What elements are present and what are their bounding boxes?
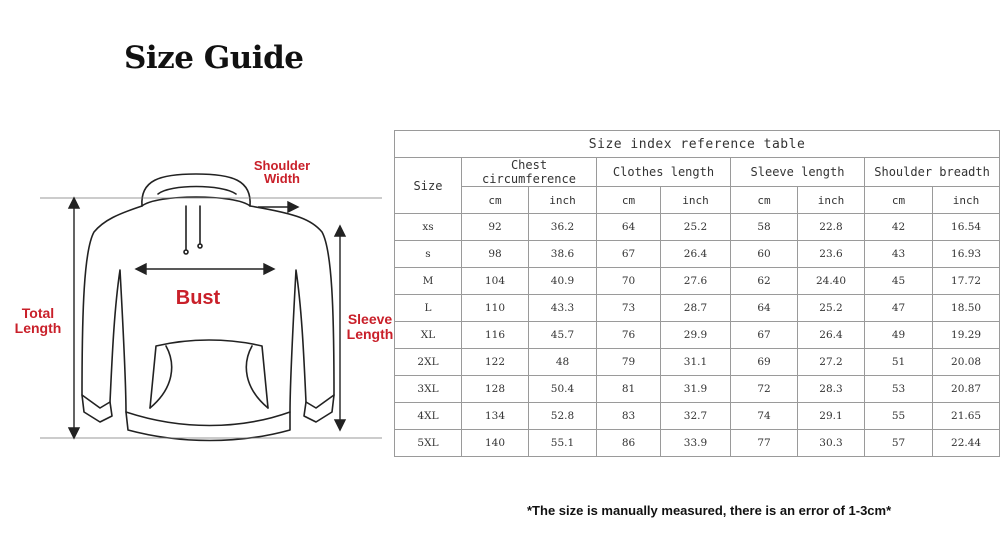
table-cell: 30.3	[798, 430, 865, 457]
table-cell: 24.40	[798, 268, 865, 295]
table-cell: 48	[529, 349, 597, 376]
table-cell: 16.54	[933, 214, 1000, 241]
unit-header: cm	[865, 187, 933, 214]
table-cell: 25.2	[661, 214, 731, 241]
table-cell: 122	[462, 349, 529, 376]
table-cell: 52.8	[529, 403, 597, 430]
table-cell: 31.9	[661, 376, 731, 403]
unit-header: inch	[798, 187, 865, 214]
total-length-label-line2: Length	[14, 320, 62, 336]
table-cell: 116	[462, 322, 529, 349]
table-cell: 60	[731, 241, 798, 268]
table-cell: 57	[865, 430, 933, 457]
table-row	[395, 376, 1000, 403]
table-cell: 23.6	[798, 241, 865, 268]
table-cell: 50.4	[529, 376, 597, 403]
table-cell: 67	[597, 241, 661, 268]
table-cell: 38.6	[529, 241, 597, 268]
table-cell: 79	[597, 349, 661, 376]
table-cell: 67	[731, 322, 798, 349]
clothes-length-header: Clothes length	[597, 158, 731, 187]
table-cell: 140	[462, 430, 529, 457]
table-cell: 49	[865, 322, 933, 349]
table-cell: 31.1	[661, 349, 731, 376]
table-cell: 25.2	[798, 295, 865, 322]
size-cell: 3XL	[395, 376, 462, 403]
shoulder-breadth-header: Shoulder breadth	[865, 158, 1000, 187]
unit-header: inch	[661, 187, 731, 214]
table-cell: 69	[731, 349, 798, 376]
measurement-note: *The size is manually measured, there is an error of 1-3cm*	[527, 503, 892, 518]
table-cell: 40.9	[529, 268, 597, 295]
table-cell: 28.7	[661, 295, 731, 322]
shoulder-width-label-line2: Width	[264, 171, 300, 186]
size-cell: L	[395, 295, 462, 322]
shoulder-width-label-line1: Shoulder	[253, 158, 311, 173]
table-cell: 70	[597, 268, 661, 295]
unit-header: inch	[933, 187, 1000, 214]
table-cell: 43	[865, 241, 933, 268]
table-cell: 26.4	[798, 322, 865, 349]
table-cell: 62	[731, 268, 798, 295]
table-cell: 42	[865, 214, 933, 241]
unit-header: cm	[462, 187, 529, 214]
table-cell: 45.7	[529, 322, 597, 349]
size-cell: 4XL	[395, 403, 462, 430]
table-cell: 22.8	[798, 214, 865, 241]
table-cell: 110	[462, 295, 529, 322]
size-table-body	[395, 214, 1000, 457]
unit-header: inch	[529, 187, 597, 214]
table-cell: 83	[597, 403, 661, 430]
table-row	[395, 295, 1000, 322]
table-cell: 17.72	[933, 268, 1000, 295]
table-cell: 20.87	[933, 376, 1000, 403]
table-cell: 74	[731, 403, 798, 430]
table-cell: 128	[462, 376, 529, 403]
table-cell: 104	[462, 268, 529, 295]
table-row	[395, 268, 1000, 295]
table-cell: 76	[597, 322, 661, 349]
table-cell: 55	[865, 403, 933, 430]
sleeve-length-label-line1: Sleeve	[347, 311, 393, 327]
table-row	[395, 241, 1000, 268]
table-cell: 21.65	[933, 403, 1000, 430]
table-cell: 72	[731, 376, 798, 403]
table-row	[395, 403, 1000, 430]
size-cell: XL	[395, 322, 462, 349]
unit-header: cm	[731, 187, 798, 214]
size-column-header: Size	[395, 158, 462, 214]
size-cell: M	[395, 268, 462, 295]
table-row	[395, 214, 1000, 241]
table-cell: 20.08	[933, 349, 1000, 376]
table-cell: 43.3	[529, 295, 597, 322]
table-cell: 16.93	[933, 241, 1000, 268]
table-cell: 134	[462, 403, 529, 430]
table-cell: 32.7	[661, 403, 731, 430]
table-cell: 27.6	[661, 268, 731, 295]
table-cell: 55.1	[529, 430, 597, 457]
table-cell: 18.50	[933, 295, 1000, 322]
size-cell: 5XL	[395, 430, 462, 457]
table-cell: 27.2	[798, 349, 865, 376]
table-cell: 58	[731, 214, 798, 241]
size-cell: 2XL	[395, 349, 462, 376]
total-length-label-line1: Total	[21, 305, 55, 321]
table-cell: 81	[597, 376, 661, 403]
table-cell: 45	[865, 268, 933, 295]
table-cell: 64	[597, 214, 661, 241]
size-reference-table	[394, 130, 1000, 457]
table-cell: 22.44	[933, 430, 1000, 457]
table-cell: 86	[597, 430, 661, 457]
table-cell: 26.4	[661, 241, 731, 268]
size-cell: xs	[395, 214, 462, 241]
table-cell: 19.29	[933, 322, 1000, 349]
size-cell: s	[395, 241, 462, 268]
table-cell: 73	[597, 295, 661, 322]
table-cell: 36.2	[529, 214, 597, 241]
table-cell: 53	[865, 376, 933, 403]
table-row	[395, 430, 1000, 457]
table-cell: 29.9	[661, 322, 731, 349]
page-title: Size Guide	[124, 40, 304, 76]
bust-label: Bust	[175, 287, 221, 309]
table-cell: 33.9	[661, 430, 731, 457]
table-cell: 28.3	[798, 376, 865, 403]
table-caption: Size index reference table	[395, 131, 1000, 158]
unit-header: cm	[597, 187, 661, 214]
table-cell: 29.1	[798, 403, 865, 430]
table-cell: 77	[731, 430, 798, 457]
sleeve-length-label-line2: Length	[346, 326, 394, 342]
table-cell: 47	[865, 295, 933, 322]
table-row	[395, 349, 1000, 376]
table-cell: 51	[865, 349, 933, 376]
hoodie-measurement-diagram	[0, 140, 400, 460]
table-cell: 92	[462, 214, 529, 241]
sleeve-length-header: Sleeve length	[731, 158, 865, 187]
table-row	[395, 322, 1000, 349]
chest-circumference-header: Chest circumference	[462, 158, 597, 187]
table-cell: 64	[731, 295, 798, 322]
hoodie-illustration	[0, 140, 400, 460]
table-cell: 98	[462, 241, 529, 268]
